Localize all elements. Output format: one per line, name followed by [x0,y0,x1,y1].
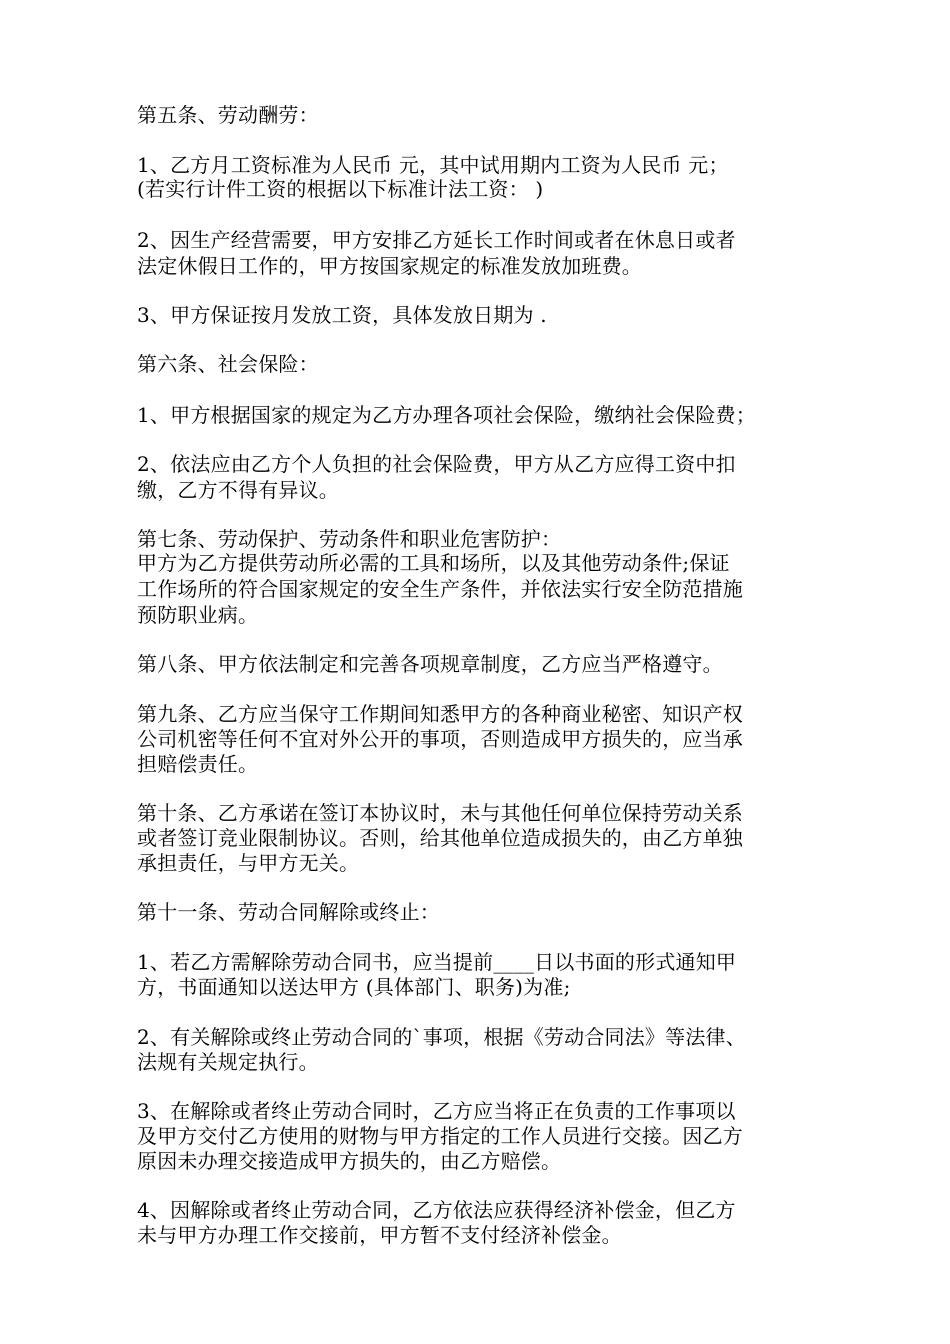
article-7-body-line-3: 预防职业病。 [137,603,259,627]
article-11-item-1-line-1: 1、若乙方需解除劳动合同书，应当提前____日以书面的形式通知甲 [137,950,737,974]
article-9-line-3: 担赔偿责任。 [137,752,259,776]
article-10-line-3: 承担责任，与甲方无关。 [137,851,360,875]
article-5-item-2-line-2: 法定休假日工作的，甲方按国家规定的标准发放加班费。 [137,254,642,278]
article-5-item-1: 1、乙方月工资标准为人民币 元，其中试用期内工资为人民币 元； [137,153,729,177]
article-11-item-3-line-2: 及甲方交付乙方使用的财物与甲方指定的工作人员进行交接。因乙方 [137,1124,743,1148]
article-11-item-4-line-1: 4、因解除或者终止劳动合同，乙方依法应获得经济补偿金，但乙方 [137,1198,736,1222]
article-7-heading: 第七条、劳动保护、劳动条件和职业危害防护： [137,527,562,551]
article-6-item-2-line-2: 缴，乙方不得有异议。 [137,478,339,502]
article-7-body-line-2: 工作场所的符合国家规定的安全生产条件，并依法实行安全防范措施 [137,577,743,601]
article-11-item-3-line-3: 原因未办理交接造成甲方损失的，由乙方赔偿。 [137,1149,562,1173]
article-8: 第八条、甲方依法制定和完善各项规章制度，乙方应当严格遵守。 [137,652,723,676]
article-9-line-1: 第九条、乙方应当保守工作期间知悉甲方的各种商业秘密、知识产权 [137,702,743,726]
article-11-item-4-line-2: 未与甲方办理工作交接前，甲方暂不支付经济补偿金。 [137,1223,622,1247]
article-5-item-3: 3、甲方保证按月发放工资，具体发放日期为 . [137,303,547,327]
article-7-body-line-1: 甲方为乙方提供劳动所必需的工具和场所，以及其他劳动条件;保证 [137,551,730,575]
article-6-heading: 第六条、社会保险： [137,352,319,376]
article-9-line-2: 公司机密等任何不宜对外公开的事项，否则造成甲方损失的，应当承 [137,727,743,751]
article-6-item-1: 1、甲方根据国家的规定为乙方办理各项社会保险，缴纳社会保险费； [137,403,756,427]
article-10-line-2: 或者签订竞业限制协议。否则，给其他单位造成损失的，由乙方单独 [137,826,743,850]
article-11-item-2-line-2: 法规有关规定执行。 [137,1050,319,1074]
article-11-heading: 第十一条、劳动合同解除或终止： [137,900,440,924]
article-5-item-2-line-1: 2、因生产经营需要，甲方安排乙方延长工作时间或者在休息日或者 [137,228,736,252]
article-11-item-3-line-1: 3、在解除或者终止劳动合同时，乙方应当将正在负责的工作事项以 [137,1099,736,1123]
article-6-item-2-line-1: 2、依法应由乙方个人负担的社会保险费，甲方从乙方应得工资中扣 [137,452,736,476]
article-11-item-2-line-1: 2、有关解除或终止劳动合同的`事项，根据《劳动合同法》等法律、 [137,1025,746,1049]
article-5-heading: 第五条、劳动酬劳： [137,103,319,127]
article-11-item-1-line-2: 方，书面通知以送达甲方 (具体部门、职务)为准; [137,975,571,999]
article-10-line-1: 第十条、乙方承诺在签订本协议时，未与其他任何单位保持劳动关系 [137,801,743,825]
article-5-item-1-note: (若实行计件工资的根据以下标准计法工资： ) [137,177,544,201]
